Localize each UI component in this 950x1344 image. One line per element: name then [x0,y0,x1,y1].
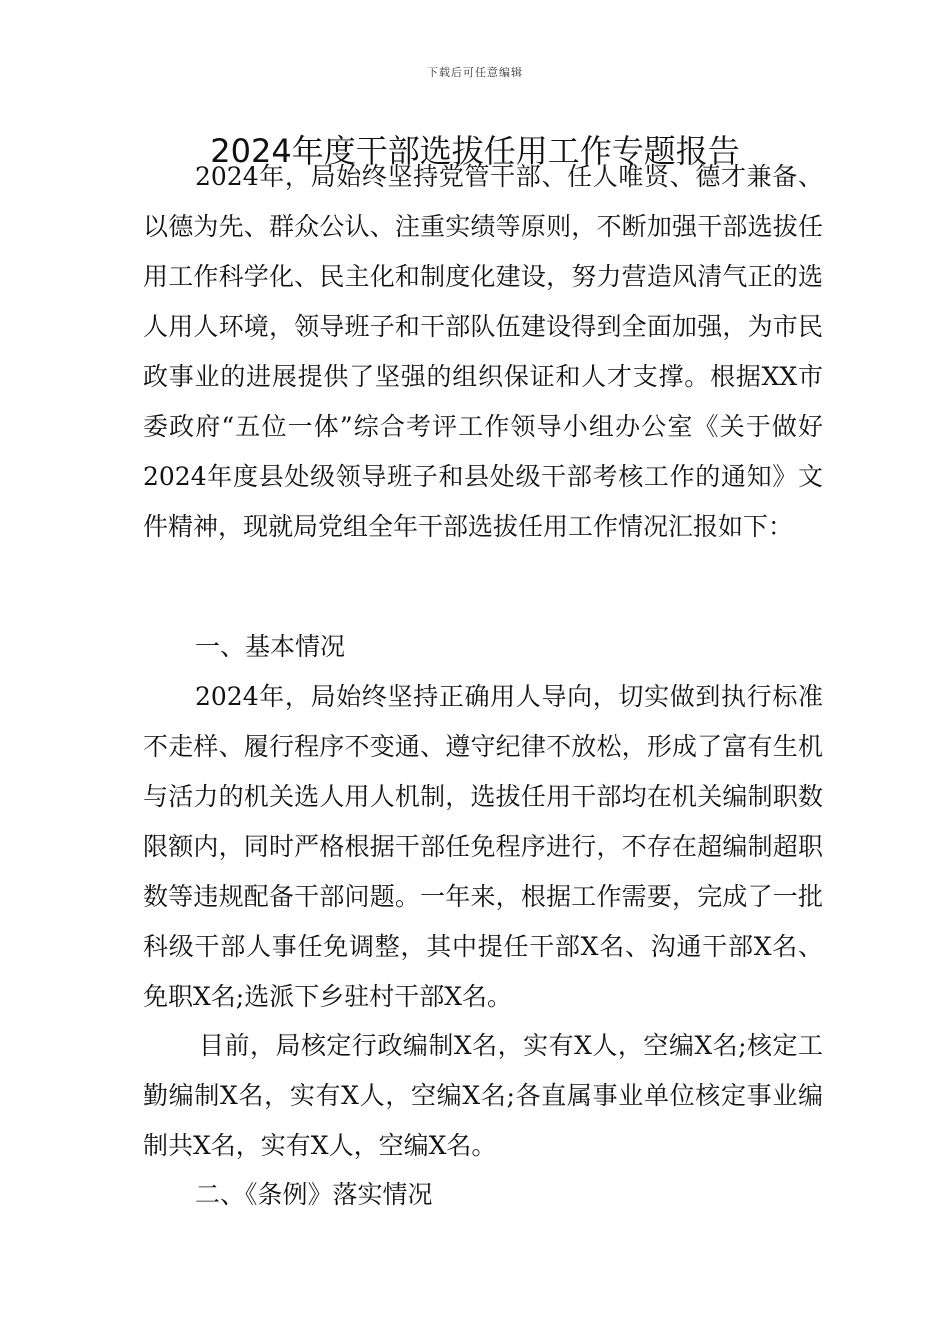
section-heading-regulation-implementation: 二、《条例》落实情况 [195,1180,433,1209]
intro-paragraph: 2024年，局始终坚持党管干部、任人唯贤、德才兼备、以德为先、群众公认、注重实绩等原则，不断加强干部选拔任用工作科学化、民主化和制度化建设，努力营造风清气正的选人用人环境，领导班子和干部队伍建设得到全面加强，为市民政事业的进展提供了坚强的组织保证和人才支撑。根据XX市委政府“五位一体”综合考评工作领导小组办公室《关于做好2024年度县处级领导班子和县处级干部考核工作的通知》文件精神，现就局党组全年干部选拔任用工作情况汇报如下： [143,162,823,541]
basic-situation-paragraph: 2024年，局始终坚持正确用人导向，切实做到执行标准不走样、履行程序不变通、遵守纪律不放松，形成了富有生机与活力的机关选人用人机制，选拔任用干部均在机关编制职数限额内，同时严格根据干部任免程序进行，不存在超编制超职数等违规配备干部问题。一年来，根据工作需要，完成了一批科级干部人事任免调整，其中提任干部X名、沟通干部X名、免职X名;选派下乡驻村干部X名。 [143,682,823,1011]
section-heading-basic-situation: 一、基本情况 [195,632,346,661]
document-title: 2024年度干部选拔任用工作专题报告 [210,132,740,170]
staffing-quota-paragraph: 目前，局核定行政编制X名，实有X人，空编X名;核定工勤编制X名，实有X人，空编X名;各直属事业单位核定事业编制共X名，实有X人，空编X名。 [143,1031,823,1160]
header-note: 下载后可任意编辑 [427,66,523,79]
